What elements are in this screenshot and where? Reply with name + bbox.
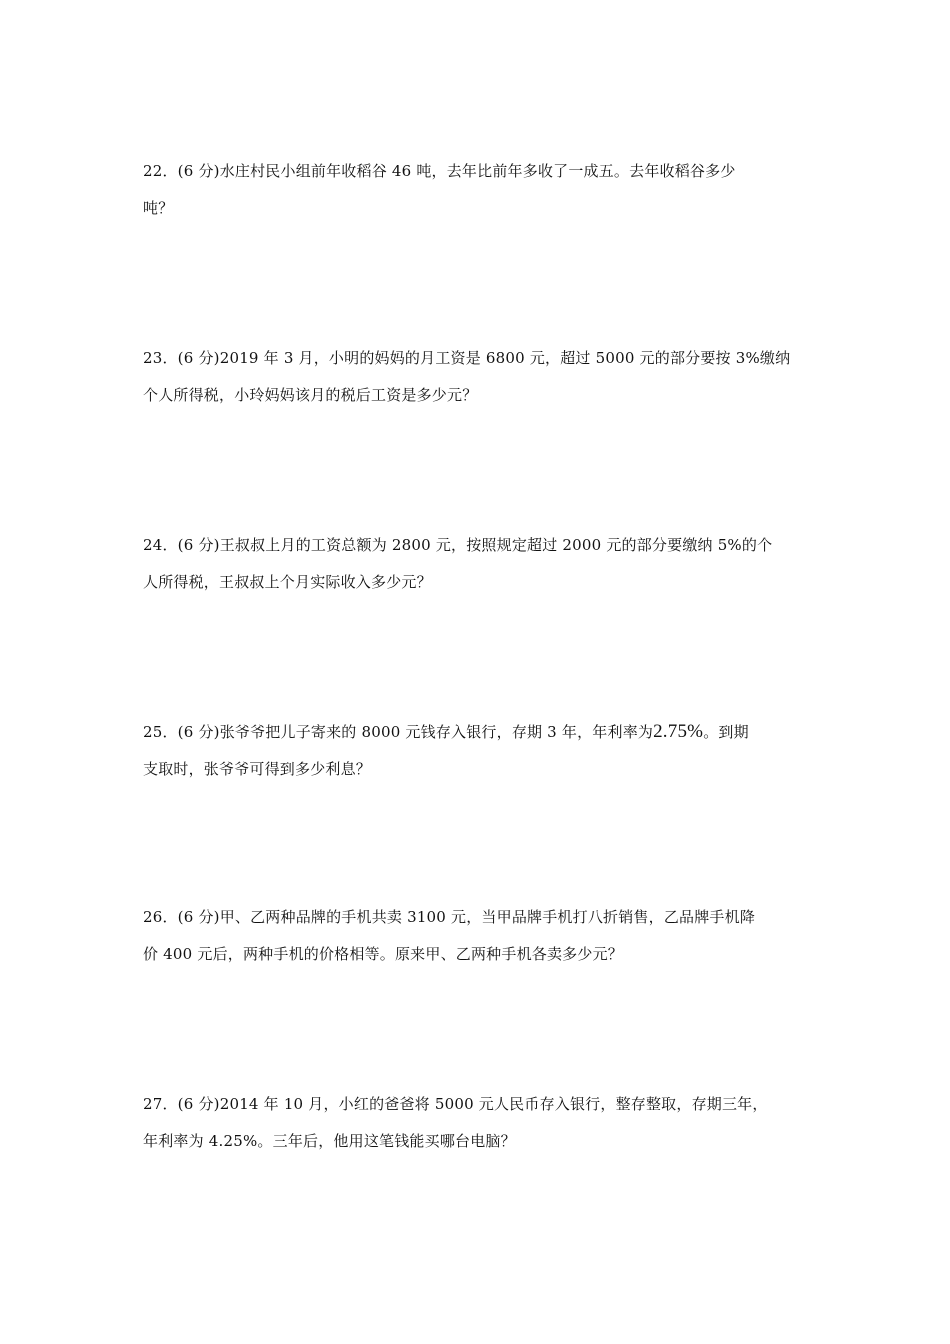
question-26 [143, 899, 813, 973]
question-26-line-2: 价 400 元后，两种手机的价格相等。原来甲、乙两种手机各卖多少元？ [143, 945, 623, 963]
question-25-line-2: 支取时，张爷爷可得到多少利息？ [143, 760, 372, 778]
question-24-line-2: 人所得税，王叔叔上个月实际收入多少元？ [143, 573, 432, 591]
question-25-line-1-pre: 25．(6 分)张爷爷把儿子寄来的 8000 元钱存入银行，存期 3 年，年利率为 [143, 723, 654, 741]
question-22-line-1: 22．(6 分)水庄村民小组前年收稻谷 46 吨，去年比前年多收了一成五。去年收稻谷多少 [143, 162, 736, 180]
question-23-line-2: 个人所得税，小玲妈妈该月的税后工资是多少元？ [143, 386, 478, 404]
question-22-line-2: 吨？ [143, 199, 174, 217]
question-25 [143, 713, 813, 788]
question-24-line-1: 24．(6 分)王叔叔上月的工资总额为 2800 元，按照规定超过 2000 元的部分要缴纳 5%的个 [143, 536, 773, 554]
question-27-line-2: 年利率为 4.25%。三年后，他用这笔钱能买哪台电脑？ [143, 1132, 516, 1150]
interest-rate-value: 2.75% [653, 721, 704, 742]
question-27 [143, 1086, 813, 1160]
question-23-line-1: 23．(6 分)2019 年 3 月，小明的妈妈的月工资是 6800 元，超过 5000 元的部分要按 3%缴纳 [143, 349, 791, 367]
question-22 [143, 153, 813, 227]
question-27-line-1: 27．(6 分)2014 年 10 月，小红的爸爸将 5000 元人民币存入银行，整存整取，存期三年， [143, 1095, 768, 1113]
question-25-line-1 [143, 713, 813, 751]
question-23 [143, 340, 813, 414]
question-24 [143, 527, 813, 601]
question-25-line-1-post: 。到期 [703, 723, 749, 741]
question-26-line-1: 26．(6 分)甲、乙两种品牌的手机共卖 3100 元，当甲品牌手机打八折销售，乙品牌手机降 [143, 908, 756, 926]
